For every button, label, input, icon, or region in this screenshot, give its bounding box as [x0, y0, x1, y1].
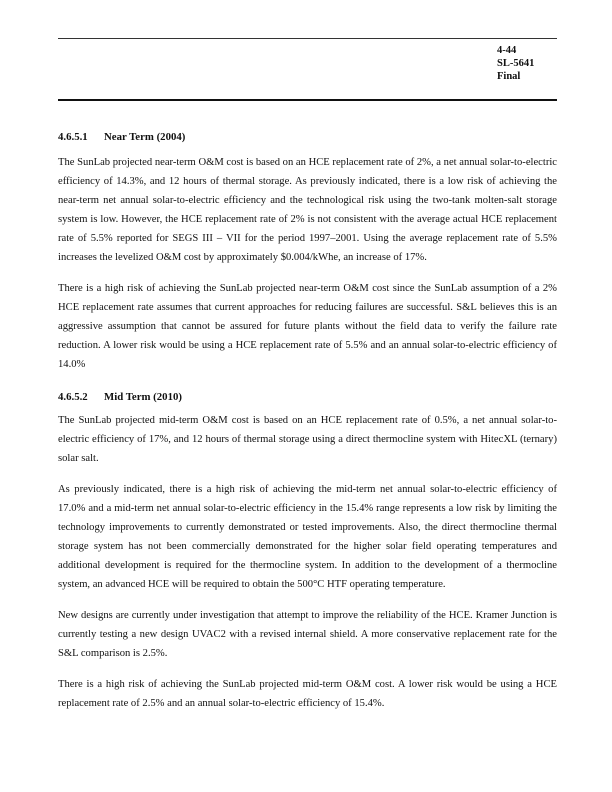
- paragraph: There is a high risk of achieving the SunLab projected near-term O&M cost since the SunLab assumption of a 2% HCE replacement rate assumes that current approaches for reducing failures are successful. S&L believes this is an aggressive assumption that cannot be assured for future plants without the field data to verify the failure rate reduction. A lower risk would be using a HCE replacement rate of 5.5% and an annual solar-to-electric efficiency of 14.0%: [58, 283, 557, 370]
- paragraph: New designs are currently under investigation that attempt to improve the reliability of the HCE. Kramer Junction is currently testing a new design UVAC2 with a revised internal shield. A more conservative replacement rate for the S&L comparison is 2.5%.: [58, 610, 557, 659]
- header-rule-bottom: [58, 99, 557, 101]
- document-status: Final: [497, 71, 521, 82]
- page-body: [58, 128, 557, 725]
- document-id: SL-5641: [497, 58, 535, 69]
- paragraph: The SunLab projected mid-term O&M cost is based on an HCE replacement rate of 0.5%, a net annual solar-to-electric efficiency of 17%, and 12 hours of thermal storage using a direct thermocline system with HitecXL (ternary) solar salt.: [58, 415, 557, 464]
- section-title: Near Term (2004): [104, 131, 186, 143]
- section-heading: [58, 128, 557, 147]
- section-number: 4.6.5.1: [58, 131, 88, 143]
- page-header: [497, 44, 534, 83]
- paragraph: There is a high risk of achieving the SunLab projected mid-term O&M cost. A lower risk would be using a HCE replacement rate of 2.5% and an annual solar-to-electric efficiency of 15.4%.: [58, 679, 557, 709]
- section-title: Mid Term (2010): [104, 391, 182, 403]
- page-number: 4-44: [497, 45, 517, 56]
- paragraph: The SunLab projected near-term O&M cost is based on an HCE replacement rate of 2%, a net annual solar-to-electric efficiency of 14.3%, and 12 hours of thermal storage. As previously indicated, there is a low risk of achieving the near-term net annual solar-to-electric efficiency and the technological risk using the two-tank molten-salt storage system is low. However, the HCE replacement rate of 2% is not consistent with the average actual HCE replacement rate of 5.5% reported for SEGS III – VII for the period 1997–2001. Using the average replacement rate of 5.5% increases the levelized O&M cost by approximately $0.004/kWhe, an increase of 17%.: [58, 157, 557, 263]
- header-rule-top: [58, 38, 557, 39]
- paragraph: As previously indicated, there is a high risk of achieving the mid-term net annual solar-to-electric efficiency of 17.0% and a mid-term net annual solar-to-electric efficiency in the 15.4% range represents a low risk by limiting the technology improvements to currently demonstrated or tested improvements. Also, the direct thermocline thermal storage system has not been commercially demonstrated for the higher solar field operating temperatures and additional development is required for the thermocline system. In addition to the development of a thermocline system, an advanced HCE will be required to obtain the 500°C HTF operating temperature.: [58, 484, 557, 590]
- section-heading: [58, 388, 557, 407]
- section-number: 4.6.5.2: [58, 391, 88, 403]
